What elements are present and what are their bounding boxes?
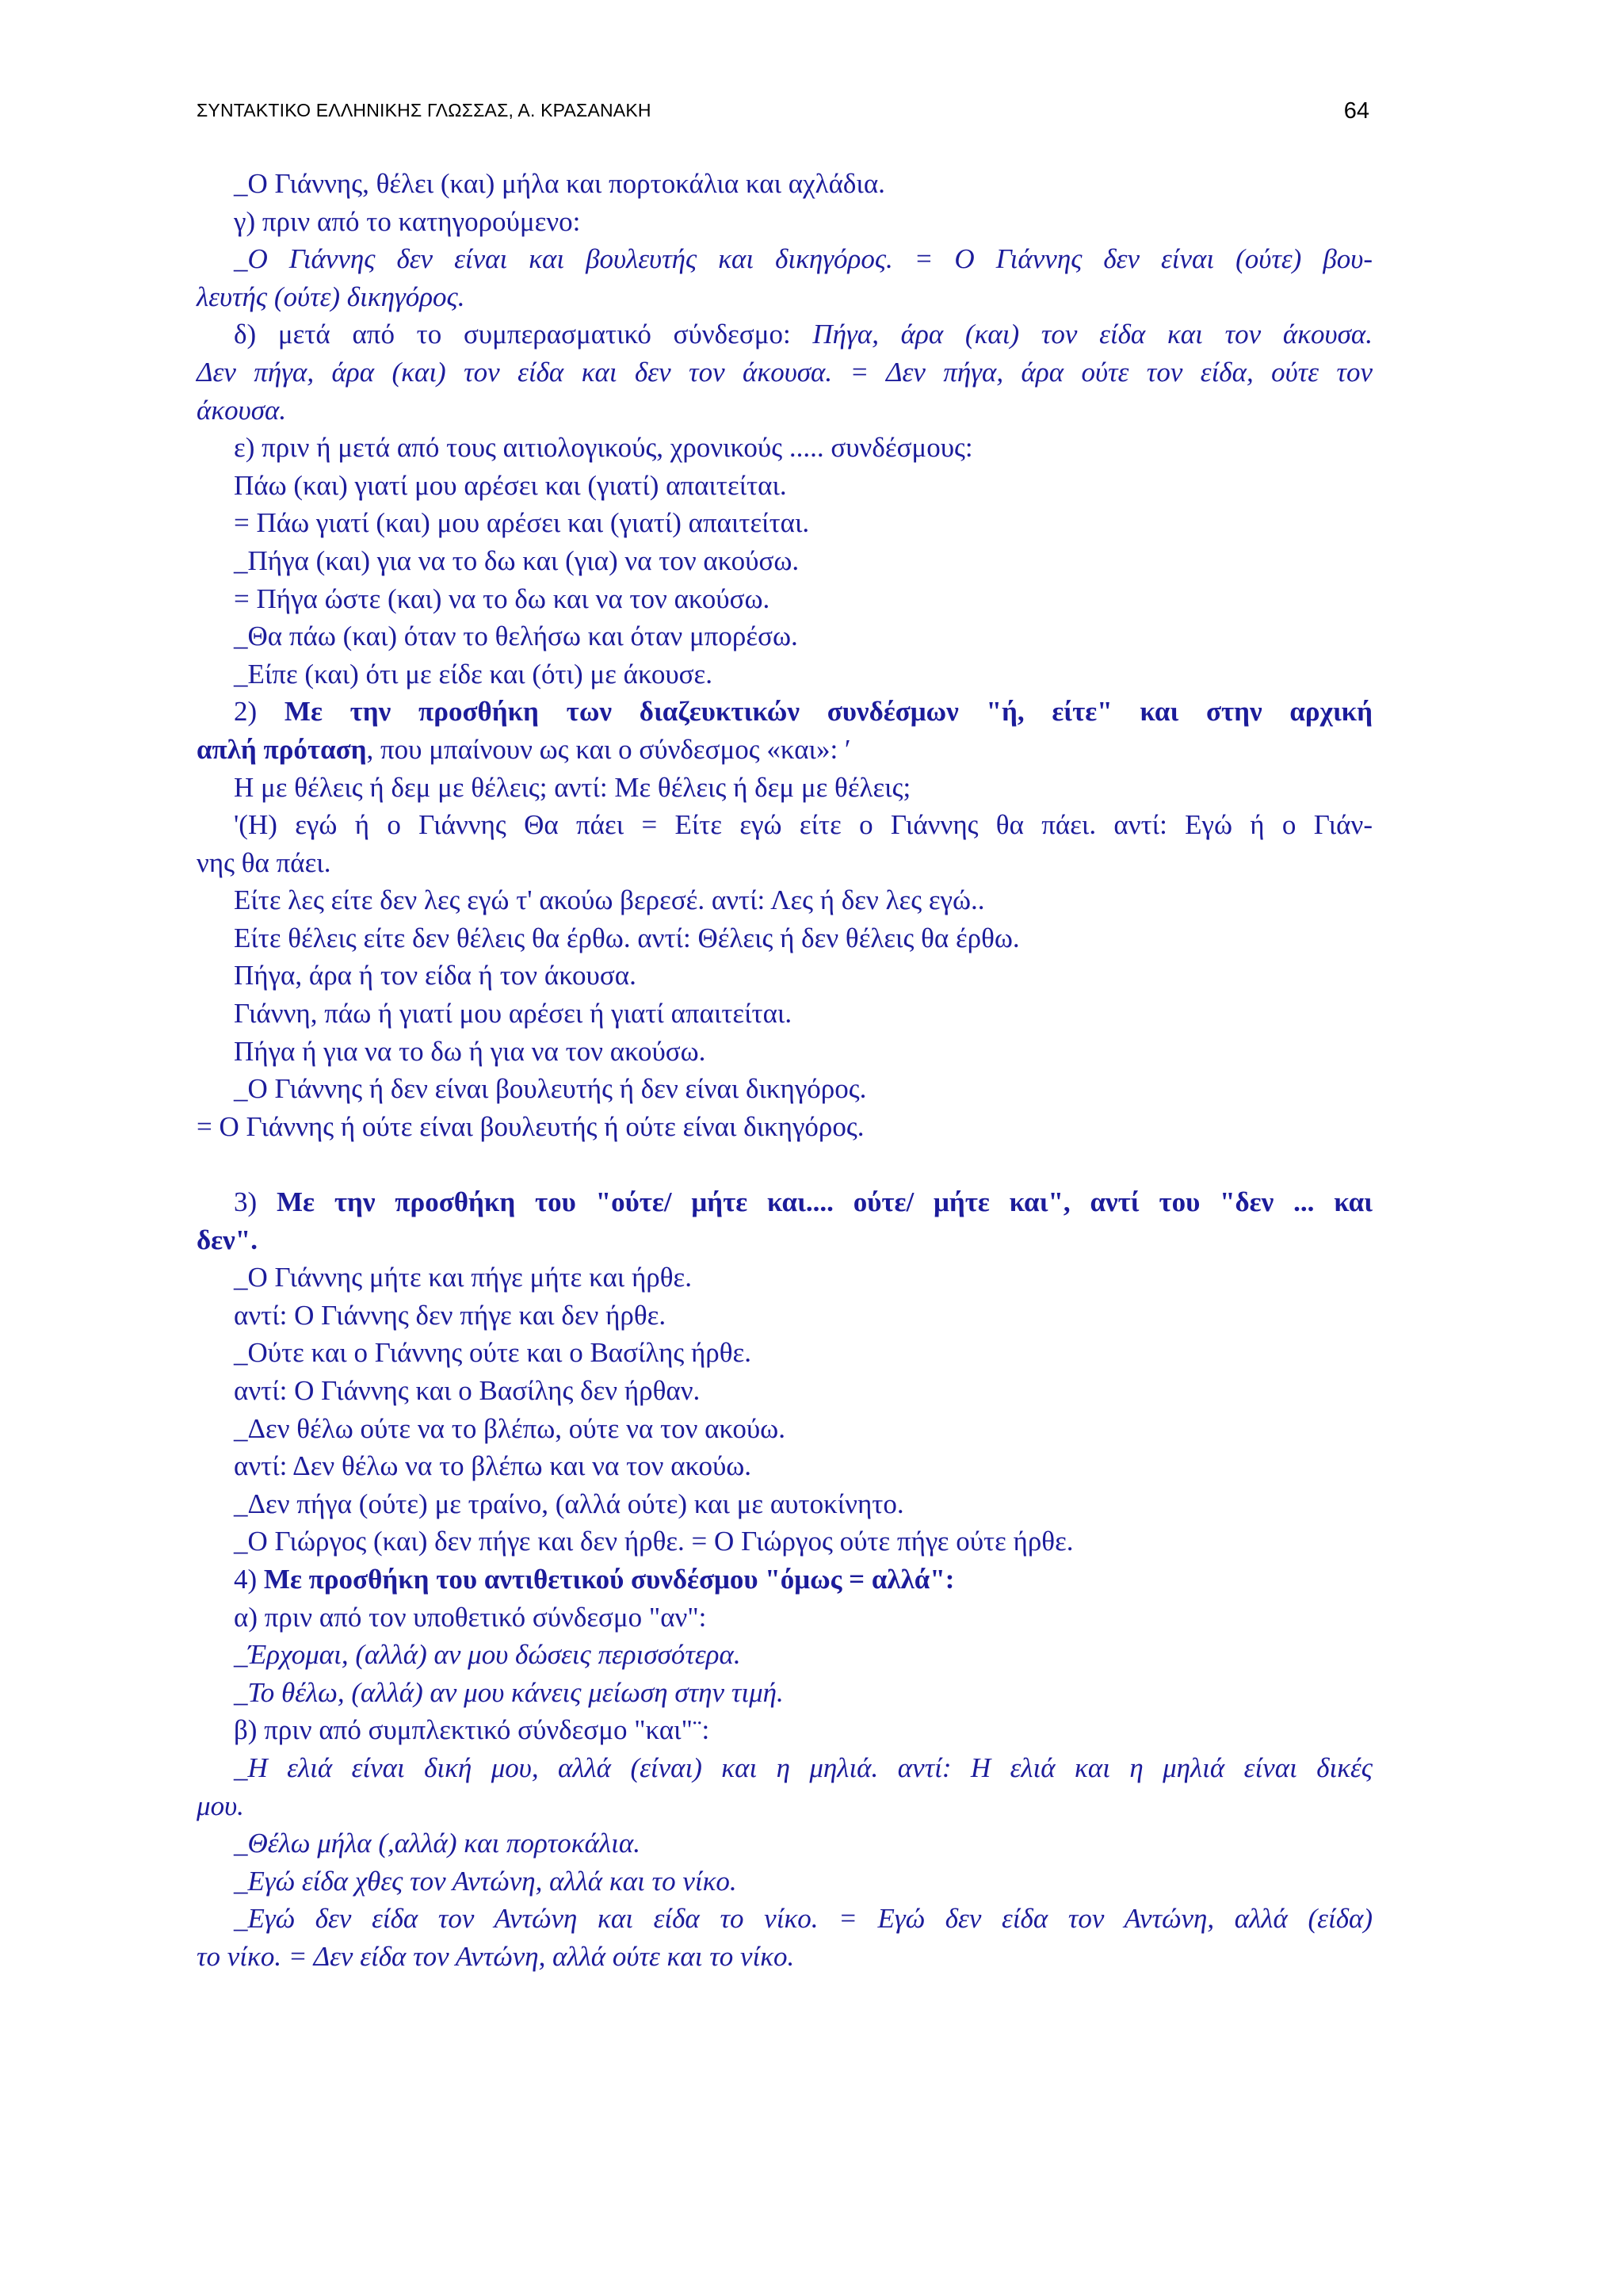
example-text: Δεν πήγα, άρα (και) τον είδα και δεν τον άκουσα. = Δεν πήγα, άρα ούτε τον είδα, ούτε τον xyxy=(197,356,1373,388)
text-line: γ) πριν από το κατηγορούμενο: xyxy=(234,205,581,237)
text-line: αντί: Ο Γιάννης δεν πήγε και δεν ήρθε. xyxy=(234,1299,666,1331)
example-text: το νίκο. = Δεν είδα τον Αντώνη, αλλά ούτε και το νίκο. xyxy=(197,1940,795,1972)
text-line: _Δεν θέλω ούτε να το βλέπω, ούτε να τον ακούω. xyxy=(234,1412,785,1444)
section-heading xyxy=(197,1183,1373,1221)
example-text: _Έρχομαι, (αλλά) αν μου δώσεις περισσότερα. xyxy=(234,1639,741,1671)
text-line: Πήγα ή για να το δω ή για να τον ακούσω. xyxy=(234,1035,706,1067)
text-line: _Ούτε και ο Γιάννης ούτε και ο Βασίλης ήρθε. xyxy=(234,1337,751,1369)
text-line: _Είπε (και) ότι με είδε και (ότι) με άκουσε. xyxy=(234,658,712,690)
text-line: αντί: Ο Γιάννης και ο Βασίλης δεν ήρθαν. xyxy=(234,1375,701,1406)
text-line: ε) πριν ή μετά από τους αιτιολογικούς, χρονικούς ..... συνδέσμους: xyxy=(234,432,973,464)
example-text: _Εγώ δεν είδα τον Αντώνη και είδα το νίκο. = Εγώ δεν είδα τον Αντώνη, αλλά (είδα) xyxy=(234,1903,1373,1935)
text-line xyxy=(197,1674,1373,1712)
text-line xyxy=(197,1749,1373,1787)
text-line: _Θα πάω (και) όταν το θελήσω και όταν μπορέσω. xyxy=(234,621,798,652)
text-line: = Πάω γιατί (και) μου αρέσει και (γιατί) απαιτείται. xyxy=(234,507,810,539)
example-text: λευτής (ούτε) δικηγόρος. xyxy=(197,281,465,312)
text-line: _Πήγα (και) για να το δω και (για) να τον ακούσω. xyxy=(234,544,800,576)
spacer xyxy=(197,1145,1373,1183)
page-body xyxy=(197,165,1373,1976)
example-text: _Θέλω μήλα (,αλλά) και πορτοκάλια. xyxy=(234,1828,640,1859)
text-line xyxy=(197,392,1373,430)
section-number: 3) xyxy=(234,1186,277,1218)
text-line: _Ο Γιώργος (και) δεν πήγε και δεν ήρθε. = Ο Γιώργος ούτε πήγε ούτε ήρθε. xyxy=(234,1526,1074,1557)
text-line: _Ο Γιάννης ή δεν είναι βουλευτής ή δεν είναι δικηγόρος. xyxy=(234,1073,867,1105)
text-line: '(Η) εγώ ή ο Γιάννης Θα πάει = Είτε εγώ είτε ο Γιάννης θα πάει. αντί: Εγώ ή ο Γιάν- xyxy=(234,809,1373,841)
text-line xyxy=(197,1787,1373,1825)
text-line: _Δεν πήγα (ούτε) με τραίνο, (αλλά ούτε) και με αυτοκίνητο. xyxy=(234,1488,904,1519)
text-line: αντί: Δεν θέλω να το βλέπω και να τον ακούω. xyxy=(234,1450,752,1482)
text-line: = Ο Γιάννης ή ούτε είναι βουλευτής ή ούτε είναι δικηγόρος. xyxy=(197,1110,865,1142)
example-text: _Το θέλω, (αλλά) αν μου κάνεις μείωση στην τιμή. xyxy=(234,1676,784,1708)
text-line: Είτε λες είτε δεν λες εγώ τ' ακούω βερεσέ. αντί: Λες ή δεν λες εγώ.. xyxy=(234,884,985,916)
text-span: , που μπαίνουν ως και ο σύνδεσμος «και»: ′ xyxy=(366,733,851,765)
section-heading-text: Με την προσθήκη των διαζευκτικών συνδέσμων "ή, είτε" και στην αρχική xyxy=(284,696,1373,728)
text-line xyxy=(197,315,1373,353)
text-line xyxy=(197,1221,1373,1259)
section-heading-text: απλή πρόταση xyxy=(197,733,367,765)
text-line xyxy=(197,731,1373,769)
text-line xyxy=(197,353,1373,392)
text-line: α) πριν από τον υποθετικό σύνδεσμο "αν": xyxy=(234,1601,707,1633)
example-text: _Η ελιά είναι δική μου, αλλά (είναι) και η μηλιά. αντί: Η ελιά και η μηλιά είναι δικές xyxy=(234,1752,1373,1783)
text-line xyxy=(197,240,1373,278)
text-line xyxy=(197,1862,1373,1901)
example-text: _Ο Γιάννης δεν είναι και βουλευτής και δικηγόρος. = Ο Γιάννης δεν είναι (ούτε) βου- xyxy=(234,243,1373,275)
text-line xyxy=(197,1938,1373,1976)
section-heading-text: Με την προσθήκη του "ούτε/ μήτε και.... ούτε/ μήτε και", αντί του "δεν ... και xyxy=(277,1186,1373,1218)
text-line: Γιάννη, πάω ή γιατί μου αρέσει ή γιατί απαιτείται. xyxy=(234,998,792,1030)
text-line: = Πήγα ώστε (και) να το δω και να τον ακούσω. xyxy=(234,583,770,614)
text-line: _Ο Γιάννης, θέλει (και) μήλα και πορτοκάλια και αχλάδια. xyxy=(234,168,885,199)
example-text: _Εγώ είδα χθες τον Αντώνη, αλλά και το νίκο. xyxy=(234,1865,737,1897)
running-title: ΣΥΝΤΑΚΤΙΚΟ ΕΛΛΗΝΙΚΗΣ ΓΛΩΣΣΑΣ, Α. ΚΡΑΣΑΝΑΚΗ xyxy=(197,100,651,120)
text-line: Είτε θέλεις είτε δεν θέλεις θα έρθω. αντί: Θέλεις ή δεν θέλεις θα έρθω. xyxy=(234,922,1020,953)
example-text: άκουσα. xyxy=(197,394,287,426)
text-line: Πάω (και) γιατί μου αρέσει και (γιατί) απαιτείται. xyxy=(234,469,787,501)
page-number: 64 xyxy=(1343,98,1369,124)
section-heading-text: Με προσθήκη του αντιθετικού συνδέσμου "όμως = αλλά": xyxy=(263,1563,955,1595)
section-number: 2) xyxy=(234,696,285,728)
text-line: _Ο Γιάννης μήτε και πήγε μήτε και ήρθε. xyxy=(234,1262,692,1293)
section-heading-text: δεν". xyxy=(197,1224,258,1255)
text-line xyxy=(197,1636,1373,1674)
section-heading xyxy=(197,693,1373,731)
text-line: Πήγα, άρα ή τον είδα ή τον άκουσα. xyxy=(234,960,636,991)
text-line xyxy=(197,1824,1373,1862)
text-line: Η με θέλεις ή δεμ με θέλεις; αντί: Με θέλεις ή δεμ με θέλεις; xyxy=(234,771,911,803)
example-text: Πήγα, άρα (και) τον είδα και τον άκουσα. xyxy=(812,319,1373,350)
text-line: νης θα πάει. xyxy=(197,846,331,878)
text-line xyxy=(197,278,1373,316)
text-line: β) πριν από συμπλεκτικό σύνδεσμο "και"¨: xyxy=(234,1714,710,1746)
section-number: 4) xyxy=(234,1563,264,1595)
example-text: μου. xyxy=(197,1790,244,1821)
subsection-label: δ) μετά από το συμπερασματικό σύνδεσμο: xyxy=(234,319,813,350)
section-heading xyxy=(197,1561,1373,1599)
text-line xyxy=(197,1900,1373,1938)
page-header xyxy=(197,95,1369,127)
